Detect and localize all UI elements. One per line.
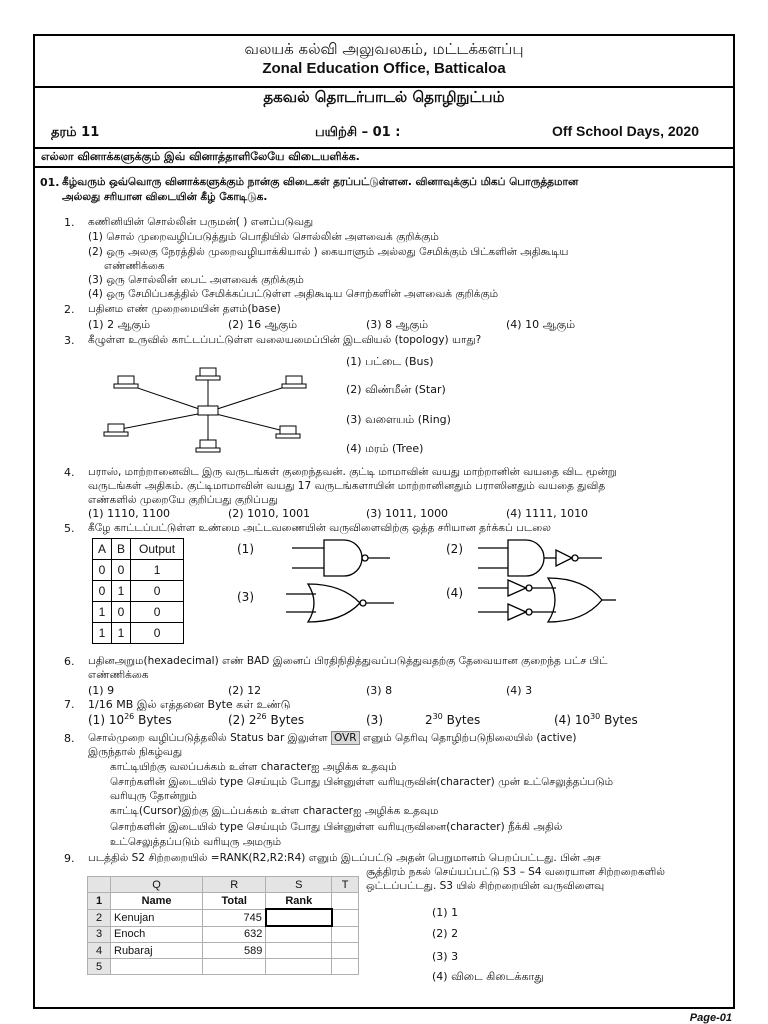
q3-option-2[interactable]: (2) விண்மீன் (Star): [346, 383, 446, 396]
q4-line-3: எண்களில் முறையே குறிப்பது குறிப்பது: [88, 494, 278, 506]
table-row: [88, 893, 359, 910]
cell-name: [111, 959, 203, 975]
truth-table-cell: 0: [131, 623, 184, 644]
q8-line-1: [88, 732, 576, 745]
q9-option-2[interactable]: (2) 2: [432, 927, 459, 940]
cell-rank-selected[interactable]: [266, 909, 332, 926]
q7-text: 1/16 MB இல் எத்தனை Byte கள் உண்டு: [88, 698, 291, 711]
column-header-s: S: [266, 877, 332, 893]
q2-option-4[interactable]: (4) 10 ஆகும்: [506, 318, 576, 331]
q6-option-2[interactable]: (2) 12: [228, 684, 262, 697]
section-intro-1: கீழ்வரும் ஒவ்வொரு வினாக்களுக்கும் நான்கு விடைகள் தரப்பட்டுள்ளன. வினாவுக்குப் மிகப் பொருத்தமான: [62, 176, 579, 188]
exercise-label: பயிற்சி – 01 :: [315, 125, 401, 140]
q7-option-3-base: (3) 2: [366, 713, 433, 727]
ovr-indicator: OVR: [331, 731, 360, 745]
q7-option-3-unit: Bytes: [442, 713, 481, 727]
page-number: Page-01: [689, 1012, 732, 1024]
q8-option-2[interactable]: சொற்களின் இடையில் type செய்யும் போது பின்னுள்ள வரியுருவின்(character) முன் உட்செலுத்தப்படும்: [110, 776, 614, 788]
q8-option-2-cont: வரியுரு தோன்றும்: [110, 790, 197, 802]
q1-number: 1.: [64, 216, 75, 229]
cell-name: Rubaraj: [111, 943, 203, 959]
grade-label: தரம் 11: [51, 125, 100, 140]
corner-cell: [88, 877, 111, 893]
table-row: [88, 943, 359, 959]
q3-option-3[interactable]: (3) வளையம் (Ring): [346, 413, 451, 426]
cell-rank: [266, 926, 332, 943]
column-header-r: R: [203, 877, 266, 893]
truth-table-cell: 0: [131, 602, 184, 623]
table-row: [88, 909, 359, 926]
q6-option-4[interactable]: (4) 3: [506, 684, 533, 697]
q7-number: 7.: [64, 698, 75, 711]
q6-option-1[interactable]: (1) 9: [88, 684, 115, 697]
q6-line-2: எண்ணிக்கை: [88, 669, 149, 681]
truth-table-cell: 1: [93, 623, 112, 644]
q8-line-1-start: சொல்முறை வழிப்படுத்தலில் Status bar இலுள்ள: [88, 732, 328, 744]
q9-option-3[interactable]: (3) 3: [432, 950, 459, 963]
q9-number: 9.: [64, 852, 75, 865]
q9-line-3: ஒட்டப்பட்டது. S3 யில் சிற்றறையின் வருவிளைவு: [366, 880, 605, 892]
q4-option-4[interactable]: (4) 1111, 1010: [506, 507, 589, 520]
not-or-gate-diagram: [478, 574, 618, 626]
row-number: 5: [88, 959, 111, 975]
q7-option-4-exp: 30: [590, 712, 601, 721]
q3-option-4[interactable]: (4) மரம் (Tree): [346, 442, 424, 455]
table-row: [93, 560, 184, 581]
row-number: 4: [88, 943, 111, 959]
session-label: Off School Days, 2020: [551, 123, 699, 139]
q9-line-1: படத்தில் S2 சிற்றறையில் =RANK(R2,R2:R4) எனும் இடப்பட்டு அதன் பெறுமானம் பெறப்பட்டது. பின் அச: [88, 852, 601, 864]
q7-option-2-base: (2) 2: [228, 713, 257, 727]
spreadsheet-column-headers: [88, 877, 359, 893]
q8-line-1-end: எனும் தெரிவு தொழிற்படுநிலையில் (active): [362, 732, 577, 744]
q5-text: கீழே காட்டப்பட்டுள்ள உண்மை அட்டவணையின் வருவிளைவிற்கு ஒத்த சரியான தர்க்கப் படலை: [88, 522, 551, 534]
q6-option-3[interactable]: (3) 8: [366, 684, 393, 697]
q3-option-1[interactable]: (1) பட்டை (Bus): [346, 355, 434, 368]
truth-table-cell: 0: [93, 560, 112, 581]
q4-number: 4.: [64, 466, 75, 479]
q7-option-3[interactable]: [366, 712, 480, 727]
q2-option-1[interactable]: (1) 2 ஆகும்: [88, 318, 151, 331]
q7-option-4[interactable]: [554, 712, 638, 727]
q6-line-1: பதினஅறும(hexadecimal) எண் BAD இனைப் பிரதிநிதித்துவப்படுத்துவதற்கு தேவையான குறைந்த பட்ச பிட்: [88, 655, 608, 667]
q4-option-2[interactable]: (2) 1010, 1001: [228, 507, 311, 520]
column-header-q: Q: [111, 877, 203, 893]
truth-table-cell: 0: [112, 560, 131, 581]
truth-table-cell: 1: [93, 602, 112, 623]
cell-s1: Rank: [266, 893, 332, 910]
truth-table-cell: 1: [131, 560, 184, 581]
row-number: 2: [88, 909, 111, 926]
q3-text: கீழுள்ள உருவில் காட்டப்பட்டுள்ள வலையமைப்பின் இடவியல் (topology) யாது?: [88, 334, 482, 346]
truth-table-header-cell: Output: [131, 539, 184, 560]
cell-total: 745: [203, 909, 266, 926]
subject-title: தகவல் தொடர்பாடல் தொழிநுட்பம்: [263, 88, 505, 106]
q4-line-2: வருடங்கள் அதிகம். குட்டிமாமாவின் வயது 17 வருடங்களாயின் மாற்றானினதும் பராஸினதும் வயதை துவித: [88, 480, 606, 492]
nor-gate-diagram: [286, 580, 398, 626]
truth-table-header-cell: B: [112, 539, 131, 560]
row-number: 3: [88, 926, 111, 943]
q1-option-4[interactable]: (4) ஒரு சேமிப்பகத்தில் சேமிக்கப்பட்டுள்ள அதிகூடிய சொற்களின் அளவைக் குறிக்கும்: [88, 288, 499, 300]
q4-option-3[interactable]: (3) 1011, 1000: [366, 507, 449, 520]
cell-rank: [266, 959, 332, 975]
q5-number: 5.: [64, 522, 75, 535]
cell-t1: [332, 893, 359, 910]
q1-text: கணினியின் சொல்லின் பருமன்( ) எனப்படுவது: [88, 216, 314, 228]
q9-line-2: சூத்திரம் நகல் செய்யப்பட்டு S3 – S4 வரையான சிற்றறைகளில்: [366, 866, 665, 878]
cell-q1: Name: [111, 893, 203, 910]
cell-total: 632: [203, 926, 266, 943]
truth-table-header-cell: A: [93, 539, 112, 560]
q1-option-2[interactable]: (2) ஒரு அலகு நேரத்தில் முறைவழியாக்கியால் ) கையாளும் அல்லது சேமிக்கும் பிட்களின் அதிகூடிய: [88, 246, 569, 258]
q3-number: 3.: [64, 334, 75, 347]
table-row: [93, 623, 184, 644]
q8-number: 8.: [64, 732, 75, 745]
spreadsheet-image: [87, 876, 359, 973]
q7-option-2-exp: 26: [256, 712, 267, 721]
table-row: [93, 602, 184, 623]
cell-total: [203, 959, 266, 975]
office-title-tamil: வலயக் கல்வி அலுவலகம், மட்டக்களப்பு: [244, 40, 524, 58]
section-intro-2: அல்லது சரியான விடையின் கீழ் கோடிடுக.: [62, 191, 268, 203]
q8-option-4[interactable]: சொற்களின் இடையில் type செய்யும் போது பின்னுள்ள வரியுருவினை(character) நீக்கி அதில்: [110, 821, 563, 833]
q7-option-1-unit: Bytes: [134, 713, 172, 727]
row-number: 1: [88, 893, 111, 910]
star-topology-diagram: [98, 366, 320, 458]
q9-option-4[interactable]: (4) விடை கிடைக்காது: [432, 970, 544, 983]
table-row: [88, 926, 359, 943]
q7-option-3-exp: 30: [432, 712, 443, 721]
q8-line-2: இருந்தால் நிகழ்வது: [88, 746, 183, 758]
cell-t: [332, 909, 359, 926]
q7-option-2[interactable]: [228, 712, 304, 727]
exam-meta: [35, 121, 733, 149]
cell-name: Kenujan: [111, 909, 203, 926]
column-header-t: T: [332, 877, 359, 893]
q2-option-3[interactable]: (3) 8 ஆகும்: [366, 318, 429, 331]
q9-option-1[interactable]: (1) 1: [432, 906, 459, 919]
truth-table-cell: 0: [93, 581, 112, 602]
q4-line-1: பராஸ், மாற்றானைவிட இரு வருடங்கள் குறைந்தவன். குட்டி மாமாவின் வயது மாற்றானின் வயதை விட மூன்று: [88, 466, 617, 478]
q1-option-1[interactable]: (1) சொல் முறைவழிப்படுத்தும் பொதியில் சொல்லின் அளவைக் குறிக்கும்: [88, 231, 439, 243]
q4-option-1[interactable]: (1) 1110, 1100: [88, 507, 171, 520]
q5-option-1[interactable]: (1): [237, 542, 254, 556]
cell-total: 589: [203, 943, 266, 959]
q6-number: 6.: [64, 655, 75, 668]
q7-option-2-unit: Bytes: [266, 713, 305, 727]
q8-option-4-cont: உட்செலுத்தப்படும் வரியுரு அமரும்: [110, 836, 282, 848]
q5-option-3[interactable]: (3): [237, 590, 254, 604]
cell-t: [332, 959, 359, 975]
q1-option-3[interactable]: (3) ஒரு சொல்லின் பைட் அளவைக் குறிக்கும்: [88, 274, 304, 286]
q7-option-4-unit: Bytes: [600, 713, 638, 727]
truth-table-cell: 1: [112, 581, 131, 602]
q2-option-2[interactable]: (2) 16 ஆகும்: [228, 318, 298, 331]
truth-table: [92, 538, 184, 644]
q1-option-2-cont: எண்ணிக்கை: [104, 260, 165, 272]
nand-gate-diagram: [292, 536, 392, 580]
instruction: எல்லா வினாக்களுக்கும் இவ் வினாத்தாளிலேயே விடையளிக்க.: [35, 148, 733, 168]
office-title-english: Zonal Education Office, Batticaloa: [262, 60, 506, 77]
table-row: [93, 581, 184, 602]
table-row: [88, 959, 359, 975]
truth-table-cell: 0: [112, 602, 131, 623]
truth-table-header: [93, 539, 184, 560]
cell-t: [332, 926, 359, 943]
section-number: 01.: [40, 176, 60, 189]
q8-option-1[interactable]: காட்டியிற்கு வலப்பக்கம் உள்ள characterஐ அழிக்க உதவும்: [110, 761, 397, 773]
office-header: [35, 36, 733, 88]
q5-option-2[interactable]: (2): [446, 542, 463, 556]
cell-t: [332, 943, 359, 959]
q5-option-4[interactable]: (4): [446, 586, 463, 600]
q7-option-1-base: (1) 10: [88, 713, 125, 727]
q8-option-3[interactable]: காட்டி(Cursor)இற்கு இடப்பக்கம் உள்ள characterஐ அழிக்க உதவும: [110, 805, 439, 817]
cell-r1: Total: [203, 893, 266, 910]
q7-option-4-base: (4) 10: [554, 713, 591, 727]
cell-name: Enoch: [111, 926, 203, 943]
q7-option-1-exp: 26: [124, 712, 135, 721]
cell-rank: [266, 943, 332, 959]
truth-table-cell: 0: [131, 581, 184, 602]
q7-option-1[interactable]: [88, 712, 172, 727]
q2-text: பதினம எண் முறைமையின் தளம்(base): [88, 303, 281, 315]
q2-number: 2.: [64, 303, 75, 316]
truth-table-cell: 1: [112, 623, 131, 644]
